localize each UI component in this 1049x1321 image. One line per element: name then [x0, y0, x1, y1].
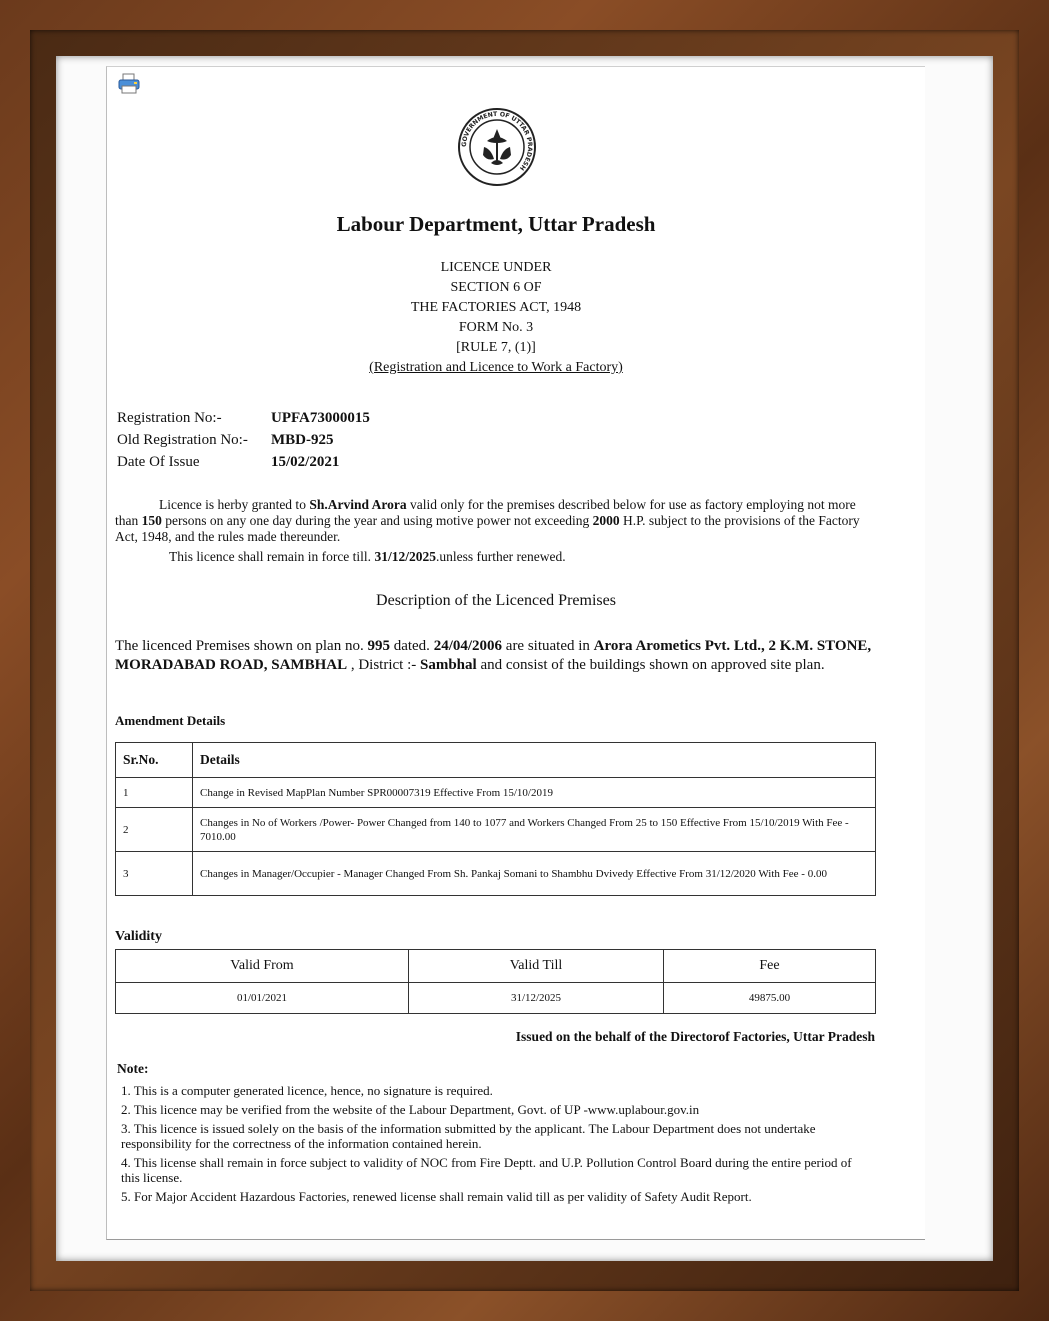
department-title: Labour Department, Uttar Pradesh — [336, 212, 656, 236]
licence-line: [RULE 7, (1)] — [456, 340, 536, 355]
date-label: Date Of Issue — [117, 454, 200, 470]
grant-text: Licence is herby granted to — [159, 497, 310, 512]
licence-line: FORM No. 3 — [458, 320, 534, 335]
row-sr: 3 — [116, 852, 193, 896]
plan-number: 995 — [367, 638, 390, 654]
row-sr: 1 — [116, 778, 193, 808]
valid-from-header: Valid From — [116, 950, 409, 983]
row-details: Changes in No of Workers /Power- Power Changed from 140 to 1077 and Workers Changed From 25 to 150 Effective From 15/10/2019 With Fee - 7010.00 — [193, 808, 876, 852]
licence-document — [106, 66, 925, 1240]
grant-paragraph — [115, 497, 865, 565]
table-row — [116, 778, 876, 808]
reg-no-label: Registration No:- — [117, 410, 222, 426]
table-header-row — [116, 743, 876, 778]
validity-table — [115, 949, 876, 1014]
registration-row — [117, 429, 370, 451]
reg-no-value: UPFA73000015 — [271, 410, 370, 426]
svg-text:GOVERNMENT OF UTTAR PRADESH: GOVERNMENT OF UTTAR PRADESH — [460, 110, 534, 172]
table-row — [116, 852, 876, 896]
premises-text: and consist of the buildings shown on approved site plan. — [476, 656, 825, 673]
issued-on-behalf: Issued on the behalf of the Directorof Factories, Uttar Pradesh — [515, 1029, 875, 1044]
licence-line: SECTION 6 OF — [450, 280, 542, 295]
validity-header-row — [116, 950, 876, 983]
amendment-heading: Amendment Details — [115, 713, 226, 728]
fee-value: 49875.00 — [664, 983, 876, 1014]
premises-text: dated. — [389, 638, 434, 654]
date-value: 15/02/2021 — [271, 454, 340, 470]
in-force-line — [115, 549, 865, 565]
premises-address: Arora Arometics Pvt. Ltd., 2 K.M. STONE, MORADABAD ROAD, SAMBHAL — [115, 638, 872, 673]
licence-line: THE FACTORIES ACT, 1948 — [410, 300, 582, 315]
printer-icon[interactable] — [117, 73, 141, 95]
note-item: 3. This licence is issued solely on the basis of the information submitted by the applicant. The Labour Department does not undertake responsibility for the correctness of the information contained herein. — [121, 1121, 816, 1151]
up-government-emblem — [457, 107, 537, 187]
row-details: Change in Revised MapPlan Number SPR00007319 Effective From 15/10/2019 — [193, 778, 876, 808]
premises-text: , District :- — [347, 656, 420, 673]
valid-from-value: 01/01/2021 — [116, 983, 409, 1014]
grant-text: valid only for the premises described below for use as factory employing not more than — [115, 497, 856, 528]
validity-heading: Validity — [115, 929, 162, 944]
premises-paragraph — [115, 637, 875, 674]
notes-heading: Note: — [117, 1061, 149, 1076]
horse-power: 2000 — [592, 513, 620, 528]
col-sr-header: Sr.No. — [116, 743, 193, 778]
col-details-header: Details — [193, 743, 876, 778]
valid-till-header: Valid Till — [409, 950, 664, 983]
valid-till-value: 31/12/2025 — [409, 983, 664, 1014]
note-item: 2. This licence may be verified from the website of the Labour Department, Govt. of UP -www.uplabour.gov.in — [121, 1102, 700, 1117]
licence-heading — [107, 258, 885, 378]
description-title: Description of the Licenced Premises — [376, 592, 616, 609]
row-details: Changes in Manager/Occupier - Manager Changed From Sh. Pankaj Somani to Shambhu Dvivedy Effective From 31/12/2020 With Fee - 0.00 — [193, 852, 876, 896]
fee-header: Fee — [664, 950, 876, 983]
amendment-table — [115, 742, 876, 896]
force-text: .unless further renewed. — [435, 549, 566, 564]
grant-text: H.P. subject to the provisions of the Factory Act, 1948, and the rules made thereunder. — [115, 513, 860, 544]
force-text: This licence shall remain in force till. — [169, 549, 375, 564]
licensee-name: Sh.Arvind Arora — [309, 497, 407, 512]
premises-text: are situated in — [502, 638, 594, 654]
notes-list — [121, 1083, 866, 1208]
premises-text: The licenced Premises shown on plan no. — [115, 638, 368, 654]
registration-row — [117, 451, 370, 473]
licence-line: LICENCE UNDER — [440, 260, 552, 275]
note-item: 1. This is a computer generated licence, hence, no signature is required. — [121, 1083, 493, 1098]
row-sr: 2 — [116, 808, 193, 852]
licence-subtitle: (Registration and Licence to Work a Factory) — [369, 360, 623, 375]
registration-details — [117, 407, 370, 473]
grant-text: persons on any one day during the year and using motive power not exceeding — [161, 513, 593, 528]
district: Sambhal — [420, 656, 477, 673]
note-item: 4. This license shall remain in force subject to validity of NOC from Fire Deptt. and U.P. Pollution Control Board during the entire period of this license. — [121, 1155, 852, 1185]
table-row — [116, 808, 876, 852]
old-reg-label: Old Registration No:- — [117, 432, 248, 448]
note-item: 5. For Major Accident Hazardous Factories, renewed license shall remain valid till as per validity of Safety Audit Report. — [121, 1189, 752, 1204]
old-reg-value: MBD-925 — [271, 432, 334, 448]
force-date: 31/12/2025 — [374, 549, 436, 564]
validity-row — [116, 983, 876, 1014]
persons-count: 150 — [141, 513, 162, 528]
registration-row — [117, 407, 370, 429]
plan-date: 24/04/2006 — [433, 638, 503, 654]
